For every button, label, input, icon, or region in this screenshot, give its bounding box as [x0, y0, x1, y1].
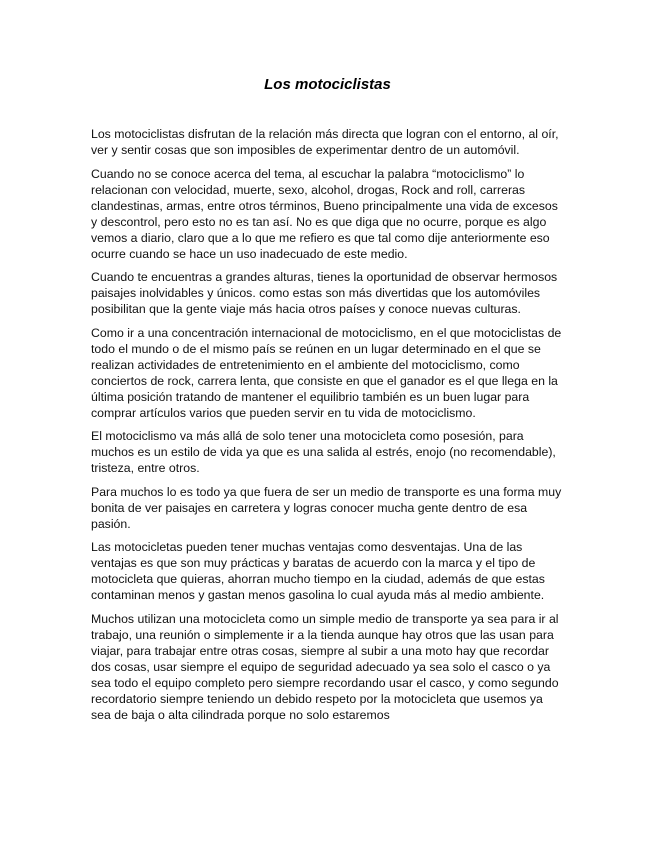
paragraph-6: Para muchos lo es todo ya que fuera de ser un medio de transporte es una forma muy bonita de ver paisajes en carretera y logras conocer mucha gente dentro de esa pasión.: [91, 484, 562, 531]
paragraph-7: Las motocicletas pueden tener muchas ventajas como desventajas. Una de las ventajas es que son muy prácticas y baratas de acuerdo con la marca y el tipo de motocicleta que quieras, ahorran mucho tiempo en la ciudad, además de que estas contaminan menos y gastan menos gasolina lo cual ayuda más al medio ambiente.: [91, 540, 545, 602]
paragraph-8: Muchos utilizan una motocicleta como un simple medio de transporte ya sea para ir al trabajo, una reunión o simplemente ir a la tienda aunque hay otros que las usan para viajar, para trabajar entre otras cosas, siempre al subir a una moto hay que recordar dos cosas, usar siempre el equipo de seguridad adecuado ya sea solo el casco o ya sea todo el equipo completo pero siempre recordando usar el casco, y como segundo recordatorio siempre teniendo un debido respeto por la motocicleta que usemos ya sea de baja o alta cilindrada porque no solo estaremos: [91, 611, 559, 722]
paragraph-4: Como ir a una concentración internacional de motociclismo, en el que motociclistas de todo el mundo o de el mismo país se reúnen en un lugar determinado en el que se realizan actividades de entretenimiento en el ambiente del motociclismo, como conciertos de rock, carrera lenta, que consiste en que el ganador es el que llega en la última posición tratando de mantener el equilibrio también es un buen lugar para comprar artículos varios que pueden servir en tu vida de motociclismo.: [91, 325, 562, 420]
paragraph-3: Cuando te encuentras a grandes alturas, tienes la oportunidad de observar hermosos paisajes inolvidables y únicos. como estas son más divertidas que los automóviles posibilitan que la gente viaje más hacia otros países y conoce nuevas culturas.: [91, 270, 558, 316]
paragraph-1: Los motociclistas disfrutan de la relación más directa que logran con el entorno, al oír, ver y sentir cosas que son imposibles de experimentar dentro de un automóvil.: [91, 127, 559, 157]
document-title: Los motociclistas: [264, 76, 391, 93]
paragraph-2: Cuando no se conoce acerca del tema, al escuchar la palabra “motociclismo” lo relacionan con velocidad, muerte, sexo, alcohol, drogas, Rock and roll, carreras clandestinas, armas, entre otros términos, Bueno principalmente una vida de excesos y descontrol, pero esto no es tan así. No es que diga que no ocurre, porque es algo vemos a diario, claro que a lo que me refiero es que tal como dije anteriormente eso ocurre cuando se hace un uso inadecuado de este medio.: [91, 166, 558, 261]
document-body: [91, 126, 564, 730]
paragraph-5: El motociclismo va más allá de solo tener una motocicleta como posesión, para muchos es un estilo de vida ya que es una salida al estrés, enojo (no recomendable), tristeza, entre otros.: [91, 429, 556, 475]
